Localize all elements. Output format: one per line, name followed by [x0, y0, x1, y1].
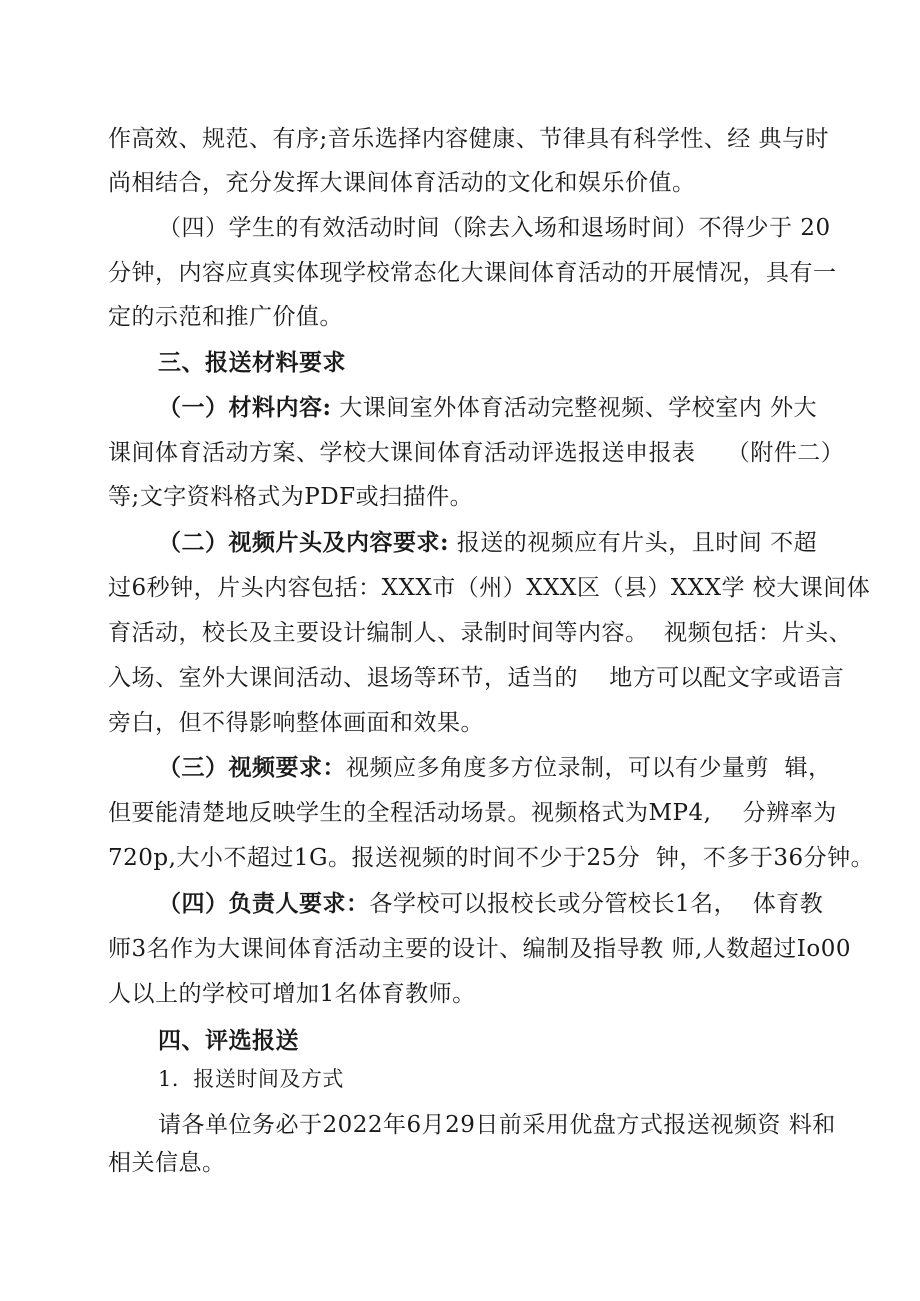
- paragraph-text: 各学校可以报校长或分管校长1名， 体育教: [369, 891, 824, 917]
- paragraph-line: 分钟，内容应真实体现学校常态化大课间体育活动的开展情况，具有一: [108, 260, 837, 286]
- paragraph-text: 报送的视频应有片头，且时间 不超: [449, 530, 818, 556]
- section-heading: 三、报送材料要求: [158, 349, 346, 376]
- paragraph-line: 旁白，但不得影响整体画面和效果。: [108, 710, 484, 736]
- paragraph-line: 过6秒钟，片头内容包括：XXX市（州）XXX区（县）XXX学 校大课间体: [108, 575, 871, 601]
- paragraph-line: 师3名作为大课间体育活动主要的设计、编制及指导教 师,人数超过Io00: [108, 936, 851, 962]
- paragraph-text: 视频应多角度多方位录制，可以有少量剪 辑，: [346, 755, 832, 781]
- paragraph-line: 入场、室外大课间活动、退场等环节，适当的 地方可以配文字或语言: [108, 665, 845, 691]
- section-heading: 四、评选报送: [158, 1027, 299, 1054]
- subsection-label: （三）视频要求：: [158, 754, 346, 781]
- subsection-label: （一）材料内容:: [158, 394, 332, 421]
- subsection-label: （二）视频片头及内容要求:: [158, 529, 449, 556]
- paragraph-line: 请各单位务必于2022年6月29日前采用优盘方式报送视频资 料和: [158, 1112, 836, 1138]
- paragraph-line: 但要能清楚地反映学生的全程活动场景。视频格式为MP4, 分辨率为: [108, 800, 837, 826]
- paragraph-line: 人以上的学校可增加1名体育教师。: [108, 981, 476, 1007]
- paragraph-line: 定的示范和推广价值。: [108, 304, 343, 330]
- paragraph-line: 等;文字资料格式为PDF或扫描件。: [108, 484, 474, 510]
- paragraph-line: [158, 528, 817, 558]
- paragraph-line: [158, 889, 823, 919]
- paragraph-line: 相关信息。: [108, 1150, 226, 1176]
- paragraph-line: 课间体育活动方案、学校大课间体育活动评选报送申报表 （附件二）: [108, 440, 845, 466]
- paragraph-line: [158, 393, 817, 423]
- paragraph-text: 大课间室外体育活动完整视频、学校室内 外大: [331, 395, 818, 421]
- paragraph-line: 作高效、规范、有序;音乐选择内容健康、节律具有科学性、经 典与时: [108, 126, 830, 152]
- paragraph-line: 尚相结合，充分发挥大课间体育活动的文化和娱乐价值。: [108, 170, 696, 196]
- paragraph-line: 720p,大小不超过1G。报送视频的时间不少于25分 钟，不多于36分钟。: [108, 845, 875, 871]
- paragraph-line: [158, 753, 832, 783]
- list-item: 1．报送时间及方式: [158, 1067, 344, 1091]
- subsection-label: （四）负责人要求：: [158, 890, 370, 917]
- paragraph-line: （四）学生的有效活动时间（除去入场和退场时间）不得少于 20: [158, 215, 831, 241]
- paragraph-line: 育活动，校长及主要设计编制人、录制时间等内容。 视频包括：片头、: [108, 620, 853, 646]
